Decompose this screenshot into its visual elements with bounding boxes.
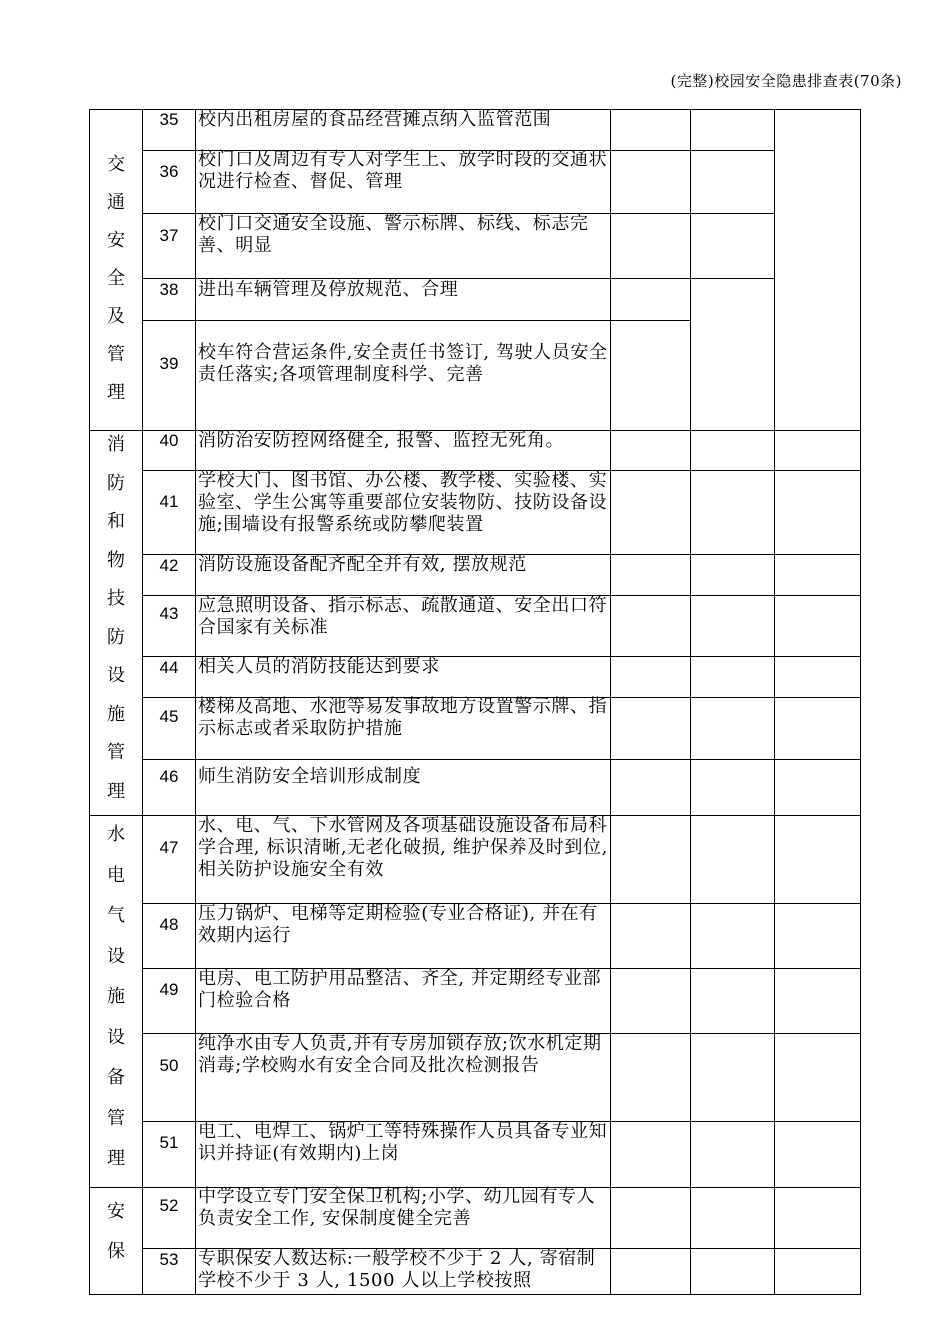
item-description: 应急照明设备、指示标志、疏散通道、安全出口符合国家有关标准 [198,595,608,638]
item-number: 44 [159,658,179,677]
category-char: 理 [107,780,125,802]
category-char: 设 [107,945,125,967]
category-label [90,430,142,815]
category-char: 气 [107,905,125,926]
category-char: 保 [107,1241,125,1262]
item-number: 48 [159,915,179,934]
item-number: 46 [159,767,179,786]
item-description: 相关人员的消防技能达到要求 [198,656,440,677]
category-label [90,815,142,1187]
column-divider [690,109,691,1295]
category-char: 设 [107,1026,125,1048]
item-description: 校车符合营运条件,安全责任书签订, 驾驶人员安全责任落实;各项管理制度科学、完善 [198,342,608,385]
item-description: 中学设立专门安全保卫机构;小学、幼儿园有专人负责安全工作, 安保制度健全完善 [198,1186,596,1229]
category-char: 理 [107,382,125,403]
category-char: 通 [107,192,125,213]
item-description: 消防设施设备配齐配全并有效, 摆放规范 [198,554,527,575]
category-char: 全 [107,268,125,289]
category-char: 防 [107,626,125,648]
item-number: 52 [159,1196,179,1215]
item-number: 53 [159,1250,179,1269]
category-char: 备 [107,1067,125,1088]
category-label [90,1187,142,1294]
item-description: 学校大门、图书馆、办公楼、教学楼、实验楼、实验室、学生公寓等重要部位安装物防、技防设备设施;围墙设有报警系统或防攀爬装置 [198,470,608,535]
category-char: 施 [107,986,125,1007]
item-description: 校门口及周边有专人对学生上、放学时段的交通状况进行检查、督促、管理 [198,149,608,192]
table-border-bottom [89,1294,861,1295]
item-number: 37 [159,226,179,245]
table-border-right [860,109,861,1295]
item-number: 40 [159,431,179,450]
item-number: 43 [159,604,179,623]
column-divider [774,109,775,1295]
category-char: 水 [107,824,125,845]
item-number: 35 [159,110,179,129]
category-char: 安 [107,1201,125,1222]
item-description: 电房、电工防护用品整洁、齐全, 并定期经专业部门检验合格 [198,968,602,1011]
item-description: 水、电、气、下水管网及各项基础设施设备布局科学合理, 标识清晰,无老化破损, 维护保养及时到位,相关防护设施安全有效 [198,815,608,880]
item-description: 师生消防安全培训形成制度 [198,766,422,787]
item-number: 50 [159,1056,179,1075]
category-char: 防 [107,472,125,494]
item-description: 楼梯及高地、水池等易发事故地方设置警示牌、指示标志或者采取防护措施 [198,696,608,739]
item-number: 36 [159,162,179,181]
item-description: 校门口交通安全设施、警示标牌、标线、标志完善、明显 [198,213,589,256]
category-char: 及 [107,306,125,327]
category-char: 消 [107,434,125,455]
row-divider [142,759,861,760]
item-description: 压力锅炉、电梯等定期检验(专业合格证), 并在有效期内运行 [198,903,598,946]
category-label [90,109,142,430]
category-char: 物 [107,549,125,571]
item-number: 42 [159,556,179,575]
category-char: 管 [107,344,125,365]
item-description: 电工、电焊工、锅炉工等特殊操作人员具备专业知识并持证(有效期内)上岗 [198,1121,608,1164]
category-char: 电 [107,864,125,886]
category-char: 技 [107,588,125,609]
category-char: 安 [107,230,125,251]
item-number: 39 [159,354,179,373]
item-number: 51 [159,1133,179,1152]
category-char: 管 [107,1107,125,1129]
row-divider [142,320,691,321]
item-description: 专职保安人数达标:一般学校不少于 2 人, 寄宿制学校不少于 3 人, 1500 人以上学校按照 [198,1248,596,1291]
item-description: 校内出租房屋的食品经营摊点纳入监管范围 [198,109,552,130]
category-char: 设 [107,665,125,686]
category-char: 管 [107,742,125,763]
item-number: 45 [159,707,179,726]
column-divider [195,109,196,1295]
column-divider [610,109,611,1295]
row-divider [690,150,775,151]
item-number: 38 [159,280,179,299]
item-number: 49 [159,980,179,999]
item-description: 消防治安防控网络健全, 报警、监控无死角。 [198,430,565,451]
category-char: 施 [107,703,125,725]
item-number: 47 [159,838,179,857]
category-char: 和 [107,511,125,532]
document-header: (完整)校园安全隐患排查表(70条) [670,72,902,90]
item-description: 纯净水由专人负责,并有专房加锁存放;饮水机定期消毒;学校购水有安全合同及批次检测报告 [198,1033,602,1076]
item-description: 进出车辆管理及停放规范、合理 [198,279,459,300]
category-char: 交 [107,154,125,175]
category-char: 理 [107,1148,125,1169]
item-number: 41 [159,492,179,511]
